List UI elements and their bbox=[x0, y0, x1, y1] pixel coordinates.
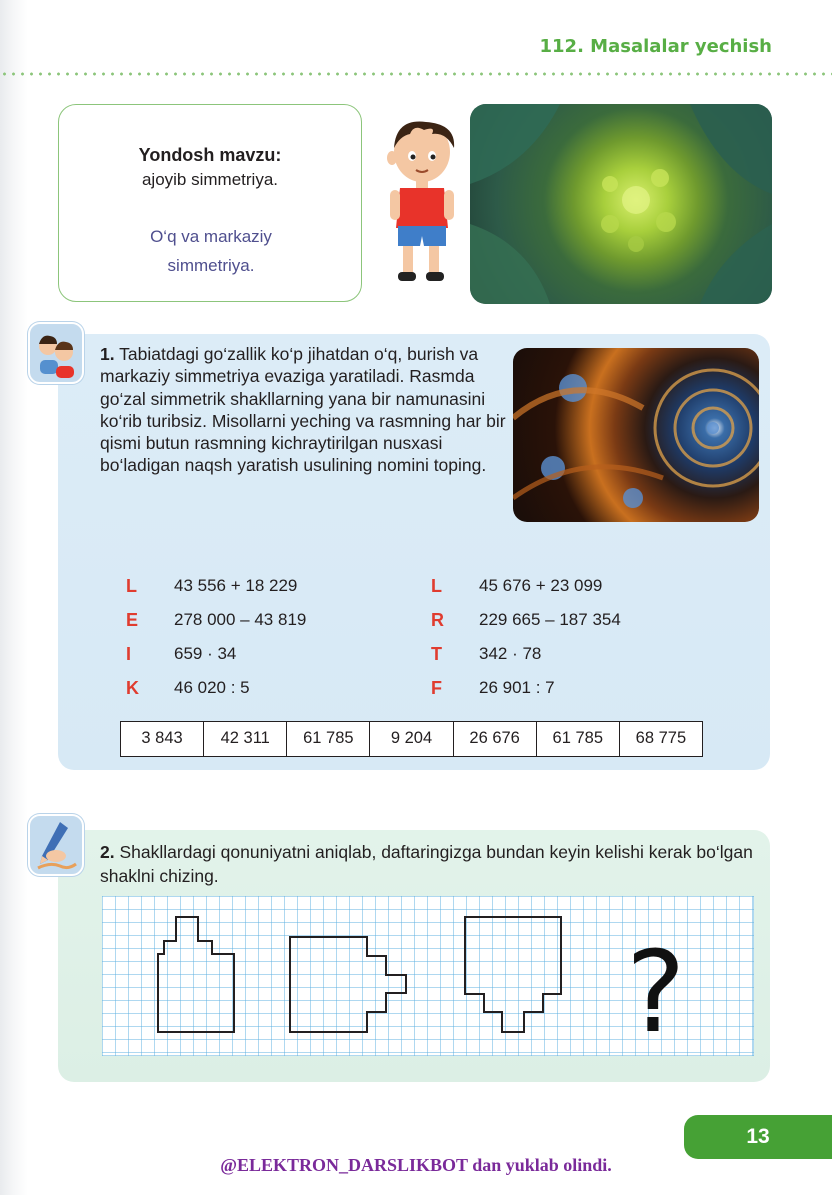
example-letter: F bbox=[431, 678, 442, 698]
answer-cell: 9 204 bbox=[370, 722, 453, 756]
related-topic-title: Yondosh mavzu: bbox=[138, 145, 282, 165]
example-letter: L bbox=[431, 576, 442, 596]
question-mark: ? bbox=[626, 928, 686, 1056]
answer-cell: 3 843 bbox=[121, 722, 204, 756]
task-1-description: Tabiatdagi go‘zallik ko‘p jihatdan o‘q, burish va markaziy simmetriya evaziga yaratiladi. Rasmda go‘zal simmetrik shakllarning yana bir namunasini ko‘rib turibsiz. Misollarni yeching va rasmning har bir qismi butun rasmning kichraytirilgan nusxasi bo‘ladigan naqsh yaratish usulining nomini toping. bbox=[100, 344, 506, 476]
example-expression: 342 · 78 bbox=[479, 644, 542, 663]
task-2-description: Shakllardagi qonuniyatni aniqlab, daftaringizga bundan keyin kelishi kerak bo‘lgan shaklni chizing. bbox=[100, 842, 753, 886]
example-letter: E bbox=[126, 610, 139, 630]
answer-cell: 61 785 bbox=[287, 722, 370, 756]
answer-cell: 26 676 bbox=[454, 722, 537, 756]
task-2-text bbox=[100, 840, 756, 888]
example-expression: 43 556 + 18 229 bbox=[174, 576, 298, 595]
pencil-writing-icon bbox=[28, 814, 84, 876]
dotted-divider bbox=[0, 71, 832, 77]
pair-work-icon bbox=[28, 322, 84, 384]
fractal-photo bbox=[513, 348, 759, 522]
related-topic-subtitle: ajoyib simmetriya. bbox=[141, 170, 279, 189]
example-expression: 26 901 : 7 bbox=[479, 678, 555, 697]
task-1-number: 1. bbox=[100, 344, 115, 364]
footer-credit: @ELEKTRON_DARSLIKBOT dan yuklab olindi. bbox=[220, 1155, 612, 1175]
page-number: 13 bbox=[684, 1115, 832, 1159]
example-expression: 46 020 : 5 bbox=[174, 678, 250, 697]
example-expression: 229 665 – 187 354 bbox=[479, 610, 621, 629]
answer-cell: 68 775 bbox=[635, 729, 687, 747]
answer-table bbox=[120, 721, 703, 757]
related-topic-box bbox=[58, 104, 362, 302]
cartoon-boy-illustration bbox=[376, 118, 466, 288]
example-letter: I bbox=[126, 644, 132, 664]
example-expression: 45 676 + 23 099 bbox=[479, 576, 603, 595]
example-letter: K bbox=[126, 678, 139, 698]
answer-cell: 42 311 bbox=[204, 722, 287, 756]
task-2-number: 2. bbox=[100, 842, 115, 862]
example-letter: T bbox=[431, 644, 442, 664]
example-letter: R bbox=[431, 610, 444, 630]
pattern-grid bbox=[102, 896, 754, 1056]
example-expression: 278 000 – 43 819 bbox=[174, 610, 307, 629]
romanesco-photo bbox=[470, 104, 772, 304]
answer-cell: 61 785 bbox=[537, 722, 620, 756]
related-topic-link: O‘q va markaziy simmetriya. bbox=[150, 227, 272, 275]
task-1-text bbox=[100, 343, 510, 477]
example-letter: L bbox=[126, 576, 137, 596]
lesson-title: 112. Masalalar yechish bbox=[539, 36, 772, 57]
example-expression: 659 · 34 bbox=[174, 644, 237, 663]
